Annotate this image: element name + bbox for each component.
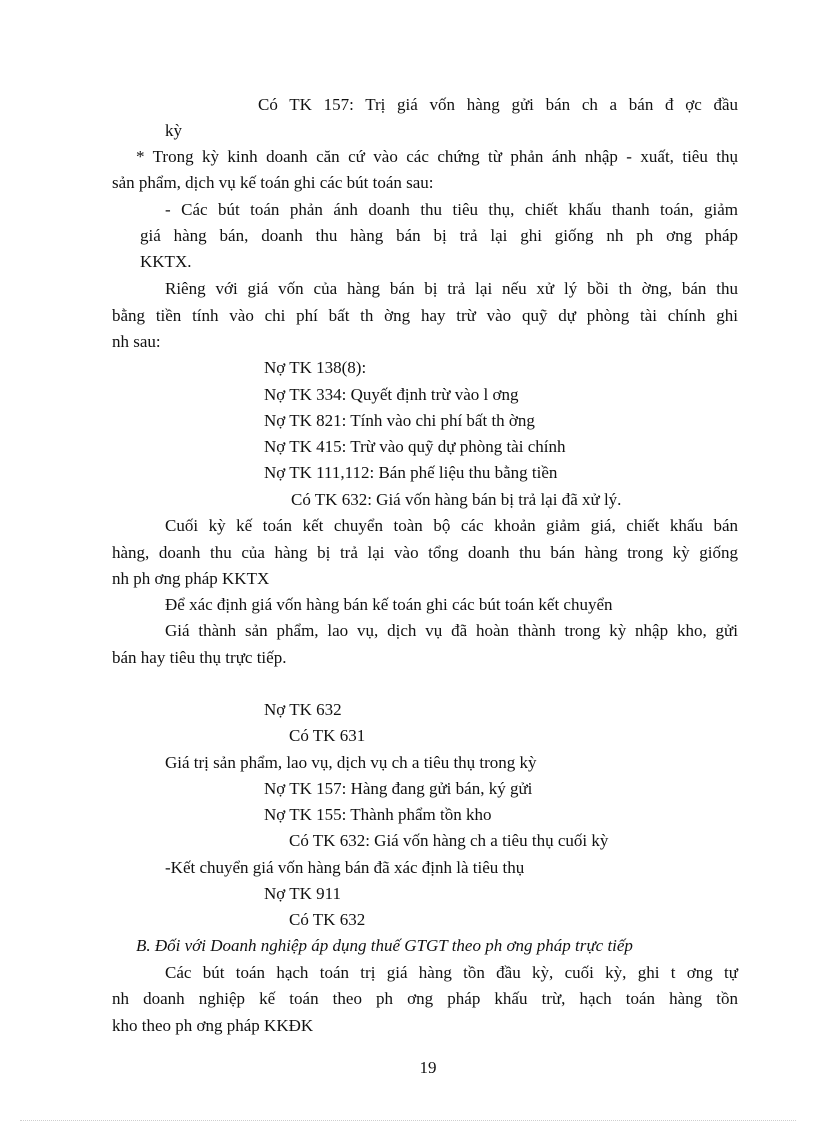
text-line: -Kết chuyển giá vốn hàng bán đã xác định là tiêu thụ [165, 858, 525, 877]
text-line: sản phẩm, dịch vụ kế toán ghi các bút toán sau: [112, 173, 434, 192]
text-line: - Các bút toán phản ánh doanh thu tiêu thụ, chiết khấu thanh toán, giảm [165, 200, 738, 219]
text-line: Các bút toán hạch toán trị giá hàng tồn đầu kỳ, cuối kỳ, ghi t ơng tự [165, 963, 738, 982]
text-line: Riêng với giá vốn của hàng bán bị trả lại nếu xử lý bồi th ờng, bán thu [165, 279, 738, 298]
text-line: nh doanh nghiệp kế toán theo ph ơng pháp khấu trừ, hạch toán hàng tồn [112, 989, 738, 1008]
page-number: 19 [419, 1058, 437, 1077]
footer-divider [20, 1120, 796, 1121]
journal-entry-line: Có TK 632: Giá vốn hàng bán bị trả lại đã xử lý. [291, 490, 622, 509]
text-line: bằng tiền tính vào chi phí bất th ờng hay trừ vào quỹ dự phòng tài chính ghi [112, 306, 738, 325]
text-line: kho theo ph ơng pháp KKĐK [112, 1016, 314, 1035]
text-line: Giá thành sản phẩm, lao vụ, dịch vụ đã hoàn thành trong kỳ nhập kho, gửi [165, 621, 738, 640]
journal-entry-line: Có TK 631 [289, 726, 366, 745]
journal-entry-line: Nợ TK 334: Quyết định trừ vào l ơng [264, 385, 519, 404]
text-line: * Trong kỳ kinh doanh căn cứ vào các chứng từ phản ánh nhập - xuất, tiêu thụ [136, 147, 738, 166]
text-line: giá hàng bán, doanh thu hàng bán bị trả lại ghi giống nh ph ơng pháp [140, 226, 738, 245]
text-line: Cuối kỳ kế toán kết chuyển toàn bộ các khoản giảm giá, chiết khấu bán [165, 516, 738, 535]
journal-entry-line: Nợ TK 415: Trừ vào quỹ dự phòng tài chính [264, 437, 566, 456]
section-heading: B. Đối với Doanh nghiệp áp dụng thuế GTGT theo ph ơng pháp trực tiếp [136, 936, 633, 955]
journal-entry-line: Có TK 632 [289, 910, 366, 929]
text-line: Để xác định giá vốn hàng bán kế toán ghi các bút toán kết chuyển [165, 595, 613, 614]
journal-entry-line: Nợ TK 632 [264, 700, 342, 719]
text-line: Giá trị sản phẩm, lao vụ, dịch vụ ch a tiêu thụ trong kỳ [165, 753, 537, 772]
text-line: KKTX. [140, 252, 192, 271]
journal-entry-line: Nợ TK 111,112: Bán phế liệu thu bằng tiền [264, 463, 558, 482]
text-line: hàng, doanh thu của hàng bị trả lại vào tổng doanh thu bán hàng trong kỳ giống [112, 543, 738, 562]
journal-entry-line: Có TK 632: Giá vốn hàng ch a tiêu thụ cuối kỳ [289, 831, 609, 850]
text-line: nh ph ơng pháp KKTX [112, 569, 270, 588]
text-line: Có TK 157: Trị giá vốn hàng gửi bán ch a bán đ ợc đầu [258, 95, 738, 114]
journal-entry-line: Nợ TK 155: Thành phẩm tồn kho [264, 805, 492, 824]
journal-entry-line: Nợ TK 138(8): [264, 358, 367, 377]
text-line: bán hay tiêu thụ trực tiếp. [112, 648, 287, 667]
text-line: nh sau: [112, 332, 161, 351]
journal-entry-line: Nợ TK 821: Tính vào chi phí bất th ờng [264, 411, 535, 430]
journal-entry-line: Nợ TK 911 [264, 884, 341, 903]
text-line: kỳ [165, 121, 182, 140]
journal-entry-line: Nợ TK 157: Hàng đang gửi bán, ký gửi [264, 779, 533, 798]
